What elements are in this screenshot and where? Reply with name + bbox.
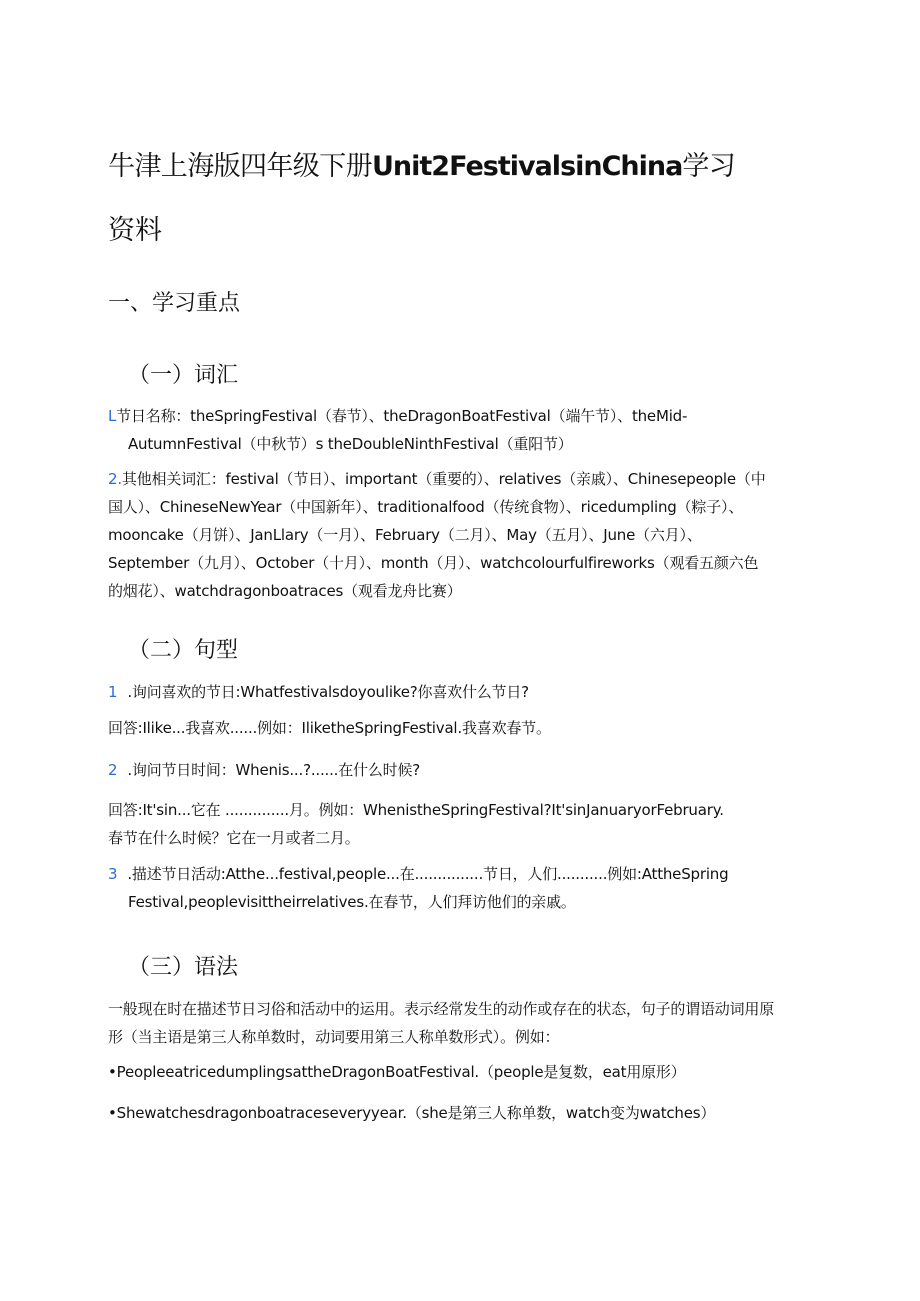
sentence-pattern-3: 3 .描述节日活动:Atthe...festival,people...在...............节日，人们...........例如:AttheSpring Festival,peoplevisittheirrelatives.在春节，人们拜访他们的亲戚。 <box>108 865 729 911</box>
grammar-explanation: 一般现在时在描述节日习俗和活动中的运用。表示经常发生的动作或存在的状态，句子的谓语动词用原 形（当主语是第三人称单数时，动词要用第三人称单数形式）。例如： <box>108 1000 775 1046</box>
subheading-sentence-patterns: （二）句型 <box>128 638 239 663</box>
vocab-item-2-line5: 的烟花）、watchdragonboatraces（观看龙舟比赛） <box>108 582 462 600</box>
vocab-item-1 <box>108 402 808 458</box>
grammar-example-1: •PeopleeatricedumplingsattheDragonBoatFestival.（people是复数，eat用原形） <box>108 1063 686 1081</box>
vocab-item-1-line2: AutumnFestival（中秋节）s theDoubleNinthFestival（重阳节） <box>128 435 573 453</box>
sentence-pattern-2-answer: 回答:It'sin...它在 ..............月。例如：WhenistheSpringFestival?It'sinJanuaryorFebruary. 春节在什么时候？它在一月或者二月。 <box>108 801 724 847</box>
section-heading-key-points: 一、学习重点 <box>108 291 241 316</box>
sentence-pattern-2-number: 2 <box>108 761 118 779</box>
vocab-item-2-line1: 2.其他相关词汇：festival（节日）、important（重要的）、relatives（亲戚）、Chinesepeople（中 <box>108 470 766 488</box>
title-chinese-suffix: 学习 <box>682 151 736 182</box>
title-chinese-prefix: 牛津上海版四年级下册 <box>108 151 372 182</box>
document-title-continued: 资料 <box>108 215 162 246</box>
sentence-pattern-2: 2 .询问节日时间：Whenis...?......在什么时候? <box>108 761 421 779</box>
vocab-item-2 <box>108 465 808 605</box>
vocab-item-2-line3: mooncake（月饼）、JanLlary（一月）、February（二月）、May（五月）、June（六月）、 <box>108 526 702 544</box>
sentence-pattern-1-number: 1 <box>108 683 118 701</box>
vocab-item-2-number: 2. <box>108 470 122 488</box>
sentence-pattern-1: 1 .询问喜欢的节日:Whatfestivalsdoyoulike?你喜欢什么节日? <box>108 683 529 701</box>
subheading-grammar: （三）语法 <box>128 955 239 980</box>
title-unit-name: Unit2FestivalsinChina <box>372 151 683 182</box>
document-title <box>108 148 748 186</box>
vocab-item-1-line1: L节日名称：theSpringFestival（春节）、theDragonBoatFestival（端午节）、theMid- <box>108 407 688 425</box>
grammar-example-2: •Shewatchesdragonboatraceseveryyear.（she是第三人称单数，watch变为watches） <box>108 1104 716 1122</box>
vocab-item-2-line4: September（九月）、October（十月）、month（月）、watchcolourfulfireworks（观看五颜六色 <box>108 554 759 572</box>
sentence-pattern-1-answer: 回答:Ilike...我喜欢......例如：IliketheSpringFestival.我喜欢春节。 <box>108 719 551 737</box>
subheading-vocabulary: （一）词汇 <box>128 363 239 388</box>
sentence-pattern-3-number: 3 <box>108 865 118 883</box>
vocab-item-2-line2: 国人）、ChineseNewYear（中国新年）、traditionalfood（传统食物）、ricedumpling（粽子）、 <box>108 498 744 516</box>
vocab-item-1-number: L <box>108 407 117 425</box>
